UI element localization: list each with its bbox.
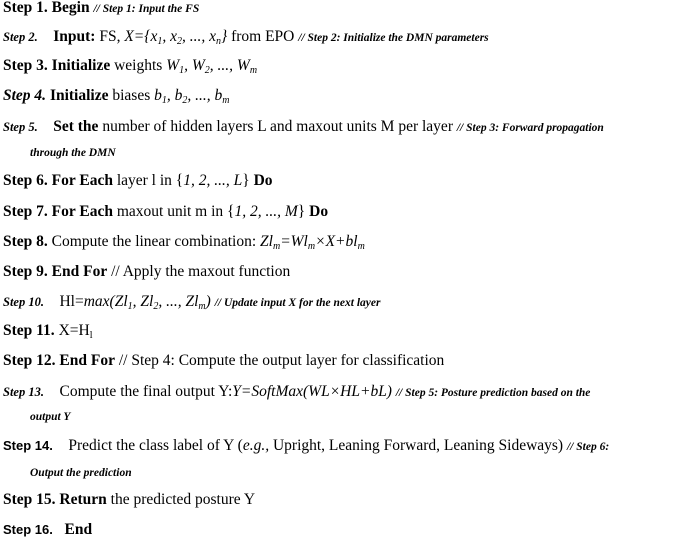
step-10: [3, 292, 380, 313]
step-2: [3, 27, 489, 48]
step-12: [3, 351, 444, 371]
text: maxout unit m in {: [116, 203, 235, 220]
math: $X=\{x_1$, $x_2$, ..., $x_n$}: [124, 28, 228, 47]
math: $Zl_m=Wl_m\times X+bl_m$: [260, 233, 365, 252]
step-label: Step 3.: [3, 57, 48, 74]
text: // Step 4: Compute the output layer for classification: [118, 352, 445, 369]
step-label: Step 12.: [3, 352, 56, 369]
step-label: Step 9.: [3, 263, 48, 280]
keyword: End: [64, 521, 93, 538]
math: $b_1$, $b_2$, ..., $b_m$: [154, 87, 230, 106]
keyword: For Each: [51, 203, 113, 220]
step-6: Step 6. For Each layer l in {1, 2, ..., L} Do: [3, 172, 273, 189]
keyword: Initialize: [49, 87, 109, 104]
keyword: End For: [59, 352, 115, 369]
text: Compute the linear combination:: [51, 233, 257, 250]
step-11: [3, 321, 92, 341]
math: 1, 2, ..., L: [183, 172, 243, 189]
step-label: Step 1.: [3, 0, 48, 16]
text: the predicted posture Y: [110, 491, 256, 508]
text: number of hidden layers L and maxout units M per layer: [102, 118, 453, 135]
text: Hl=: [59, 293, 84, 310]
step-label: Step 8.: [3, 233, 48, 250]
step-8: [3, 232, 365, 252]
step-label: Step 6.: [3, 172, 48, 189]
step-label: Step 7.: [3, 203, 48, 220]
step-label: Step 4.: [3, 87, 47, 104]
step-4: [3, 86, 230, 106]
step-label: Step 11.: [3, 322, 55, 339]
step-14: [3, 436, 609, 457]
text: Predict the class label of Y (e.g., Upright, Leaning Forward, Leaning Sideways): [68, 437, 564, 454]
comment: // Update input X for the next layer: [214, 297, 381, 309]
step-5-continuation: through the DMN: [30, 147, 116, 159]
step-label: Step 16.: [3, 522, 53, 537]
keyword: Input:: [53, 28, 96, 45]
comment: // Step 5: Posture prediction based on the: [395, 387, 591, 399]
step-label: Step 13.: [3, 385, 44, 399]
comment: // Step 2: Initialize the DMN parameters: [298, 32, 489, 44]
step-3: [3, 56, 257, 76]
step-15: [3, 490, 255, 510]
step-9: [3, 262, 290, 282]
keyword: Return: [59, 491, 107, 508]
comment: // Step 1: Input the FS: [93, 3, 200, 15]
step-label: Step 5.: [3, 120, 38, 134]
keyword-do: Do: [309, 203, 329, 220]
step-13-continuation: output Y: [30, 411, 71, 423]
keyword: Set the: [53, 118, 99, 135]
math: 1, 2, ..., M: [234, 203, 298, 220]
text: weights: [114, 57, 163, 74]
keyword: End For: [51, 263, 108, 280]
step-label: Step 14.: [3, 438, 53, 453]
text: Compute the final output Y:: [59, 383, 233, 400]
step-1: [3, 0, 199, 19]
step-13: [3, 382, 590, 403]
keyword: Initialize: [51, 57, 111, 74]
comment: // Step 3: Forward propagation: [456, 122, 604, 134]
math: $W_1$, $W_2$, ..., $W_m$: [166, 57, 258, 76]
text: from EPO: [231, 28, 295, 45]
text: // Apply the maxout function: [111, 263, 291, 280]
keyword-do: Do: [253, 172, 273, 189]
step-14-continuation: Output the prediction: [30, 467, 132, 479]
step-5: [3, 117, 604, 138]
math: $\max(Zl_1$, $Zl_2$, ..., $Zl_m$): [83, 293, 211, 312]
text: layer l in {: [116, 172, 184, 189]
comment: // Step 6:: [566, 441, 610, 453]
keyword: Begin: [51, 0, 90, 16]
text: biases: [112, 87, 151, 104]
step-label: Step 15.: [3, 491, 56, 508]
text: FS,: [99, 28, 121, 45]
step-label: Step 10.: [3, 295, 44, 309]
step-16: [3, 520, 92, 540]
step-label: Step 2.: [3, 30, 38, 44]
text: $X=H_l$: [58, 322, 93, 341]
keyword: For Each: [51, 172, 113, 189]
math: Y=SoftMax(WL×HL+bL): [232, 383, 392, 400]
step-7: Step 7. For Each maxout unit m in {1, 2, ..., M} Do: [3, 203, 329, 220]
